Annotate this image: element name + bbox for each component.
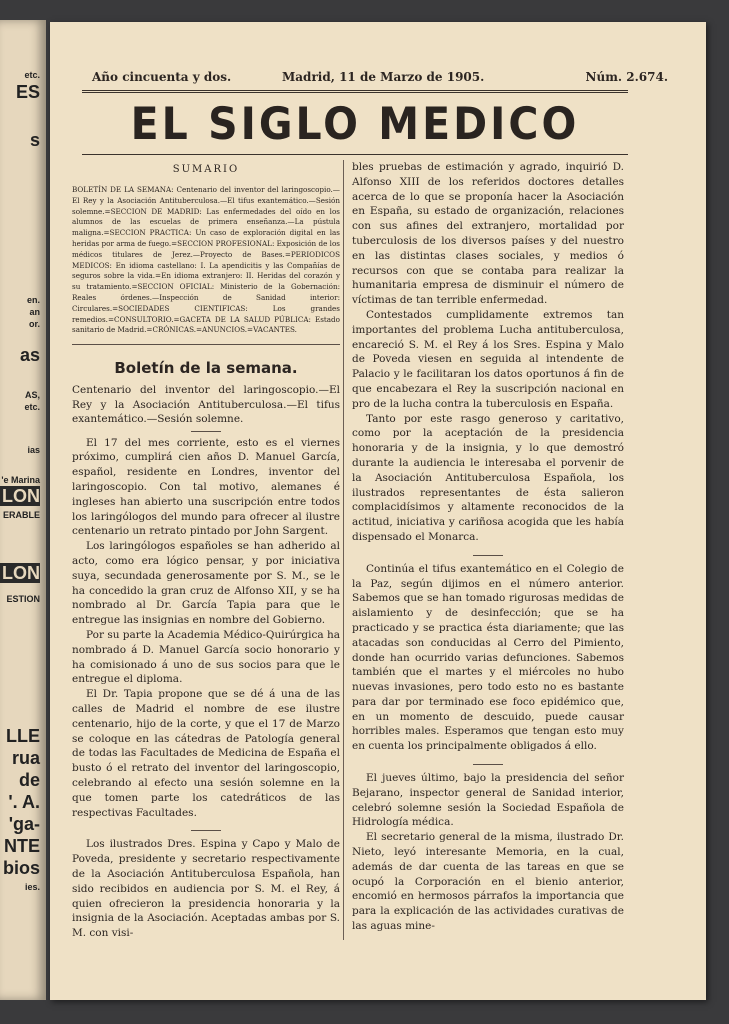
paragraph: Los ilustrados Dres. Espina y Capo y Malo de Poveda, presidente y secretario respectivamente de la Asociación Antituberculosa Española, han sido recibidos en audiencia por S. M. el Rey, á quien ofrecieron la presidencia honoraria y la insignia de la Asociación. Aceptadas ambas por S. M. con visi- <box>72 838 340 940</box>
ad-fragment: ies. <box>24 882 40 892</box>
ad-fragment: s <box>29 130 40 150</box>
ad-fragment: rua <box>11 748 40 768</box>
separator <box>473 764 503 765</box>
ad-fragment: '. A. <box>8 792 40 812</box>
ad-fragment: ERABLE <box>2 510 40 520</box>
sumario-text: BOLETÍN DE LA SEMANA: Centenario del inventor del laringoscopio.—El Rey y la Asociación Antituberculosa.—El tifus exantemático.—Sesión solemne.=SECCION DE MADRID: Las enfermedades del oído en los alumnos de las escuelas de primera enseñanza.—La pústula maligna.=SECCION PRACTICA: Un caso de exploración digital en las heridas por arma de fuego.=SECCION PROFESIONAL: Exposición de los médicos titulares de Jerez.—Proyecto de Bases.=PERIODICOS MEDICOS: En idioma castellano: I. La apendicitis y las Compañías de seguros sobre la vida.=En idioma extranjero: II. Heridas del corazón y su tratamiento.=SECCION OFICIAL: Ministerio de la Gobernación: Reales órdenes.—Inspección de Sanidad interior: Circulares.=SOCIEDADES CIENTIFICAS: Los grandes remedios.=CONSULTORIO.=GACETA DE LA SALUD PÚBLICA: Estado sanitario de Madrid.=CRÓNICAS.=ANUNCIOS.=VACANTES. <box>72 185 340 335</box>
sumario-rule <box>72 344 340 345</box>
paragraph: El Dr. Tapia propone que se dé á una de las calles de Madrid el nombre de ese ilustre centenario, hijo de la corte, y que el 17 de Marzo se coloque en las cátedras de Patología general de todas las Facultades de Medicina de España el busto ó el retrato del inventor del laringoscopio, celebrando al efecto una sesión solemne en la que tomen parte los catedráticos de las respectivas Facultades. <box>72 688 340 819</box>
issue-number: Núm. 2.674. <box>585 70 668 84</box>
ad-fragment: etc. <box>24 402 40 412</box>
paragraph: bles pruebas de estimación y agrado, inquirió D. Alfonso XIII de los referidos doctores detalles acerca de lo que se proponía hacer la Asociación en España, su estado de organización, relaciones con sus afines del extranjero, mortalidad por tuberculosis de los diversos países y del nuestro en las distintas clases sociales, y medios ó recursos con que se contaba para realizar la humanitaria empresa de disminuir el número de víctimas de tan terrible enfermedad. <box>352 161 624 307</box>
section-title: Boletín de la semana. <box>114 359 298 378</box>
separator <box>191 830 221 831</box>
ad-fragment: ias <box>27 445 40 455</box>
header-rule <box>82 90 628 93</box>
ad-fragment: en. <box>26 295 40 305</box>
ad-fragment: as <box>19 345 40 365</box>
ad-fragment: ESTION <box>6 594 40 604</box>
ad-fragment: an <box>29 307 40 317</box>
paragraph: Contestados cumplidamente extremos tan importantes del problema Lucha antituberculosa, encareció S. M. el Rey á los Sres. Espina y Malo de Poveda viesen en seguida al intendente de Palacio y le facilitaran los datos oportunos á fin de que encabezara el Rey la suscripción nacional en pro de la lucha contra la tuberculosis en España. <box>352 308 624 410</box>
ad-fragment: 'ga- <box>8 814 40 834</box>
separator <box>191 431 221 432</box>
ad-fragment: LON <box>2 486 40 506</box>
section-lead: Centenario del inventor del laringoscopio.—El Rey y la Asociación Antituberculosa.—El tifus exantemático.—Sesión solemne. <box>72 384 340 426</box>
ad-fragment: de <box>18 770 40 790</box>
paragraph: Los laringólogos españoles se han adherido al acto, como era lógico pensar, y por iniciativa suya, secundada generosamente por S. M., se le ha concedido la gran cruz de Alfonso XII, y se ha nombrado al Dr. García Tapia para que le entregue las insignias en nombre del Gobierno. <box>72 540 340 627</box>
newspaper-page <box>50 22 706 1000</box>
right-column <box>352 160 624 934</box>
column-divider <box>343 160 344 940</box>
issue-year: Año cincuenta y dos. <box>92 70 232 84</box>
ad-fragment: NTE <box>4 836 40 856</box>
ad-fragment: bios <box>2 858 40 878</box>
paragraph: El secretario general de la misma, ilustrado Dr. Nieto, leyó interesante Memoria, en la cual, además de dar cuenta de las tareas en que se ocupó la Corporación en el bienio anterior, encomió en hermosos párrafos la importancia que para la explicación de las actividades curativas de las aguas mine- <box>352 831 624 933</box>
ad-fragment: LLE <box>6 726 40 746</box>
separator <box>473 555 503 556</box>
ad-fragment: AS, <box>24 390 40 400</box>
ad-fragment: etc. <box>24 70 40 80</box>
sumario-title: SUMARIO <box>172 164 240 175</box>
paragraph: El jueves último, bajo la presidencia del señor Bejarano, inspector general de Sanidad interior, celebró solemne sesión la Sociedad Española de Hidrología médica. <box>352 772 624 829</box>
paragraph: Continúa el tifus exantemático en el Colegio de la Paz, según dijimos en el número anterior. Sabemos que se han tomado rigurosas medidas de aislamiento y de desinfección; que se ha practicado y se practica ésta diariamente; que las atacadas son conducidas al Cerro del Pimiento, donde han ocurrido varias defunciones. Sabemos también que el martes y el miércoles no hubo nuevas invasiones, pero todo esto no es bastante para dar por terminado ese foco epidémico que, en un momento de descuido, puede causar horribles males. Esperamos que tengan esto muy en cuenta los principalmente obligados á ello. <box>352 562 624 753</box>
paragraph: El 17 del mes corriente, esto es el viernes próximo, cumplirá cien años D. Manuel García, español, residente en Londres, inventor del laringoscopio. Con tal motivo, alemanes é ingleses han abierto una suscripción entre todos los laringólogos del mundo para ofrecer al ilustre centenario un retrato pintado por John Sargent. <box>72 436 340 538</box>
facing-page-edge <box>0 20 46 1000</box>
left-column <box>72 160 340 941</box>
ad-fragment: ES <box>15 82 40 102</box>
issue-date: Madrid, 11 de Marzo de 1905. <box>282 70 485 84</box>
paragraph: Tanto por este rasgo generoso y caritativo, como por la aceptación de la presidencia honoraria y de la insignia, y lo que demostró durante la audiencia le interesaba el porvenir de la Asociación Antituberculosa Española, los ilustrados representantes de ésta salieron complacidísimos y altamente reconocidos de la actitud, iniciativa y cariñosa acogida que les había dispensado el Monarca. <box>352 412 624 543</box>
ad-fragment: LON <box>2 563 40 583</box>
ad-fragment: or. <box>28 319 40 329</box>
masthead-title: EL SIGLO MEDICO <box>130 98 580 150</box>
ad-fragment: 'e Marina <box>1 475 40 485</box>
paragraph: Por su parte la Academia Médico-Quirúrgica ha nombrado á D. Manuel García socio honorario y ha comisionado á uno de sus socios para que le entregue el diploma. <box>72 629 341 686</box>
masthead-rule <box>82 154 628 155</box>
